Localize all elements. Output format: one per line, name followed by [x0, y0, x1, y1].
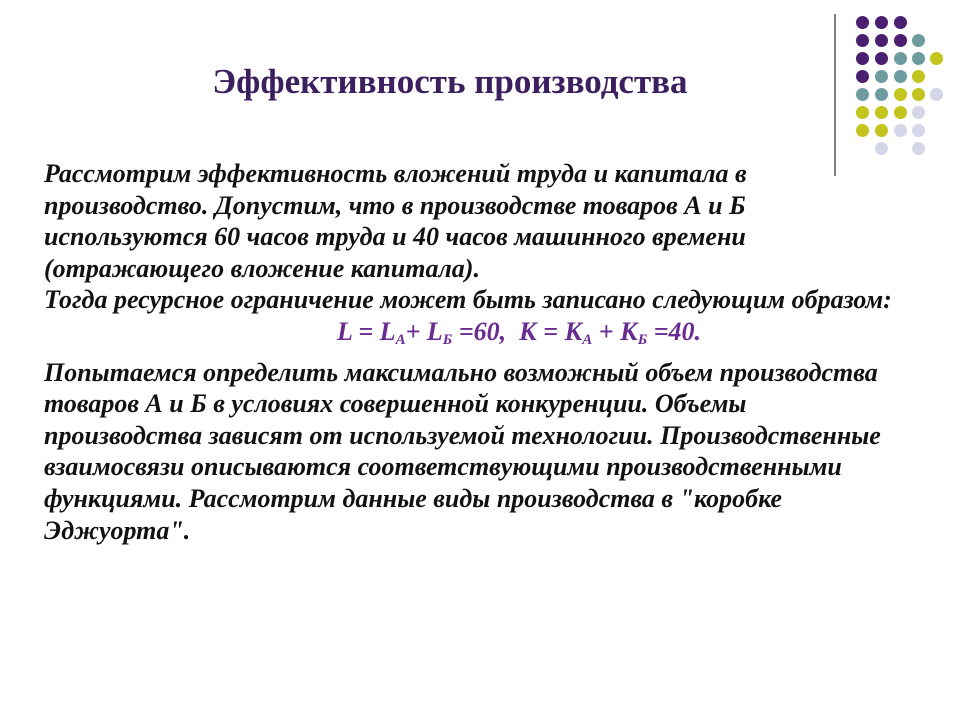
formula-k-value: =40.	[647, 316, 702, 346]
decorative-dot	[930, 52, 943, 65]
formula-sub-a2: А	[582, 331, 593, 348]
decorative-dot	[875, 88, 888, 101]
paragraph-analysis: Попытаемся определить максимально возможный объем производства товаров А и Б в условиях совершенной конкуренции. Объемы производства зависят от используемой технологии. Производственные взаимосвязи описываются соответствующими производственными функциями. Рассмотрим данные виды производства в "коробке Эджуорта".	[44, 357, 881, 545]
formula-sub-b1: Б	[442, 331, 453, 348]
formula-plus2: + К	[592, 316, 638, 346]
slide-title: Эффективность производства	[212, 62, 688, 101]
decorative-dot	[912, 70, 925, 83]
decorative-dot	[894, 52, 907, 65]
decorative-dot	[930, 88, 943, 101]
decorative-dot	[856, 88, 869, 101]
decorative-dot	[856, 34, 869, 47]
decorative-dot	[875, 142, 888, 155]
decorative-dot	[856, 16, 869, 29]
paragraph-constraint: Тогда ресурсное ограничение может быть записано следующим образом:	[44, 285, 892, 315]
decorative-dot	[912, 88, 925, 101]
decorative-dot	[894, 70, 907, 83]
decorative-dot	[894, 16, 907, 29]
decorative-dot	[912, 106, 925, 119]
decorative-dot	[875, 70, 888, 83]
decorative-dot	[875, 52, 888, 65]
formula-l-value: =60,	[452, 316, 520, 346]
formula-sub-a1: A	[395, 331, 406, 348]
decorative-dot	[912, 34, 925, 47]
vertical-divider	[834, 14, 836, 176]
decorative-dot	[875, 34, 888, 47]
decorative-dot	[894, 88, 907, 101]
decorative-dot	[894, 124, 907, 137]
decorative-dot	[856, 52, 869, 65]
formula-k-part: К = К	[519, 316, 583, 346]
decorative-dot	[912, 142, 925, 155]
formula-sub-b2: Б	[637, 331, 648, 348]
formula-plus1: + L	[405, 316, 443, 346]
decorative-dot	[856, 106, 869, 119]
decorative-dot	[894, 34, 907, 47]
decorative-dot	[856, 70, 869, 83]
decorative-dot	[875, 16, 888, 29]
paragraph-intro: Рассмотрим эффективность вложений труда и капитала в производство. Допустим, что в производстве товаров А и Б используются 60 часов труда и 40 часов машинного времени (отражающего вложение капитала).	[44, 159, 747, 283]
decorative-dot	[894, 106, 907, 119]
decorative-dot	[875, 124, 888, 137]
decorative-dot	[856, 124, 869, 137]
slide-body	[44, 158, 904, 546]
formula-l-part: L = L	[336, 316, 396, 346]
resource-formula	[44, 316, 904, 357]
decorative-dot	[912, 124, 925, 137]
decorative-dot	[912, 52, 925, 65]
decorative-dot	[875, 106, 888, 119]
